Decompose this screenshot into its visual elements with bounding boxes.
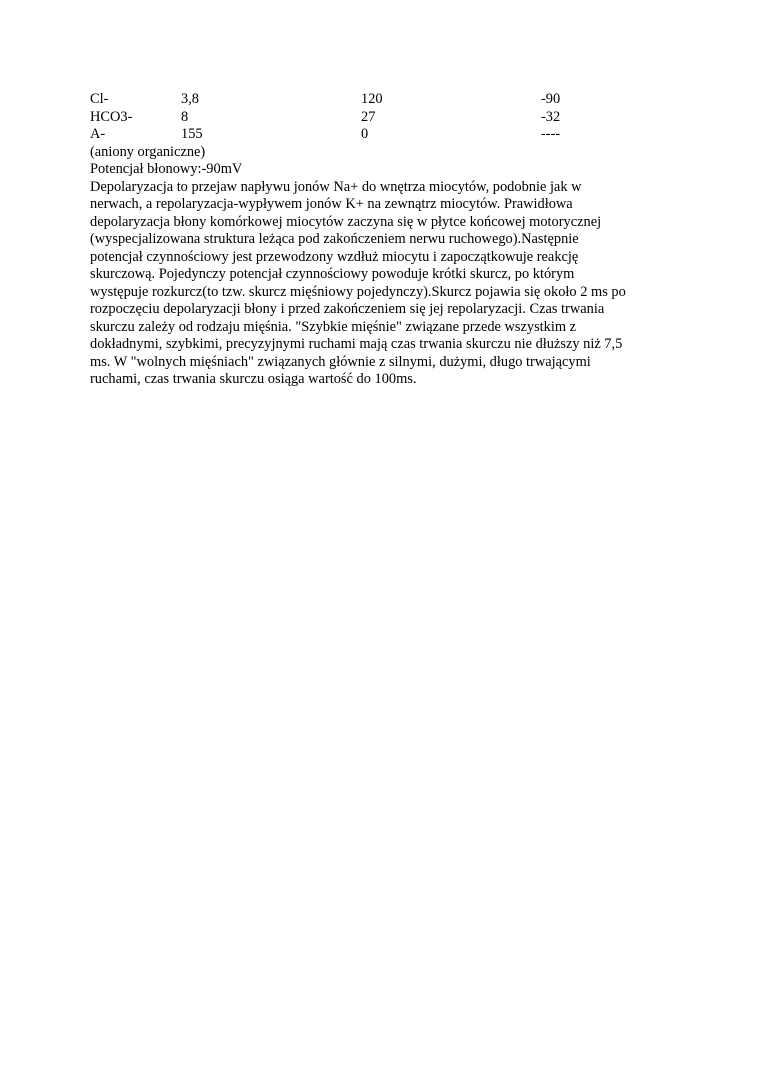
paragraph-line: skurczu zależy od rodzaju mięśnia. "Szybkie mięśnie" związane przede wszystkim z: [90, 318, 577, 335]
value-cell: 3,8: [181, 91, 199, 107]
body-paragraph: [90, 179, 680, 389]
paragraph-line: rozpoczęciu depolaryzacji błony i przed zakończeniem się jej repolaryzacji. Czas trwania: [90, 301, 605, 317]
paragraph-line: dokładnymi, szybkimi, precyzyjnymi ruchami mają czas trwania skurczu nie dłuższy niż 7,5: [90, 336, 623, 352]
paragraph-line: ms. W "wolnych mięśniach" związanych głównie z silnymi, dużymi, długo trwającymi: [90, 353, 591, 370]
ion-cell: HCO3-: [90, 108, 133, 125]
value-cell: 8: [181, 108, 189, 125]
table-row: [90, 91, 601, 109]
table-row: [90, 126, 601, 144]
value-cell: 0: [361, 126, 369, 142]
paragraph-line: Depolaryzacja to przejaw napływu jonów Na+ do wnętrza miocytów, podobnie jak w: [90, 178, 582, 195]
paragraph-line: potencjał czynnościowy jest przewodzony wzdłuż miocytu i zapoczątkowuje reakcję: [90, 248, 579, 265]
paragraph-line: ruchami, czas trwania skurczu osiąga wartość do 100ms.: [90, 371, 417, 387]
value-cell: 155: [181, 126, 203, 142]
document-page: [90, 91, 680, 389]
paragraph-line: skurczową. Pojedynczy potencjał czynnościowy powoduje krótki skurcz, po którym: [90, 266, 575, 282]
ion-table: [90, 91, 601, 144]
paragraph-line: występuje rozkurcz(to tzw. skurcz mięśniowy pojedynczy).Skurcz pojawia się około 2 ms po: [90, 283, 626, 300]
paragraph-line: (wyspecjalizowana struktura leżąca pod zakończeniem nerwu ruchowego).Następnie: [90, 231, 579, 247]
table-row: [90, 109, 601, 127]
ion-cell: Cl-: [90, 91, 109, 107]
value-cell: 120: [361, 91, 383, 107]
value-cell: ----: [541, 126, 561, 142]
paragraph-line: nerwach, a repolaryzacja-wypływem jonów K+ na zewnątrz miocytów. Prawidłowa: [90, 196, 573, 212]
value-cell: -32: [541, 108, 561, 125]
membrane-potential: Potencjał błonowy:-90mV: [90, 161, 243, 177]
value-cell: -90: [541, 91, 561, 107]
paragraph-line: depolaryzacja błony komórkowej miocytów zaczyna się w płytce końcowej motorycznej: [90, 213, 602, 230]
ion-note: (aniony organiczne): [90, 143, 206, 160]
ion-cell: A-: [90, 126, 106, 142]
value-cell: 27: [361, 108, 376, 125]
